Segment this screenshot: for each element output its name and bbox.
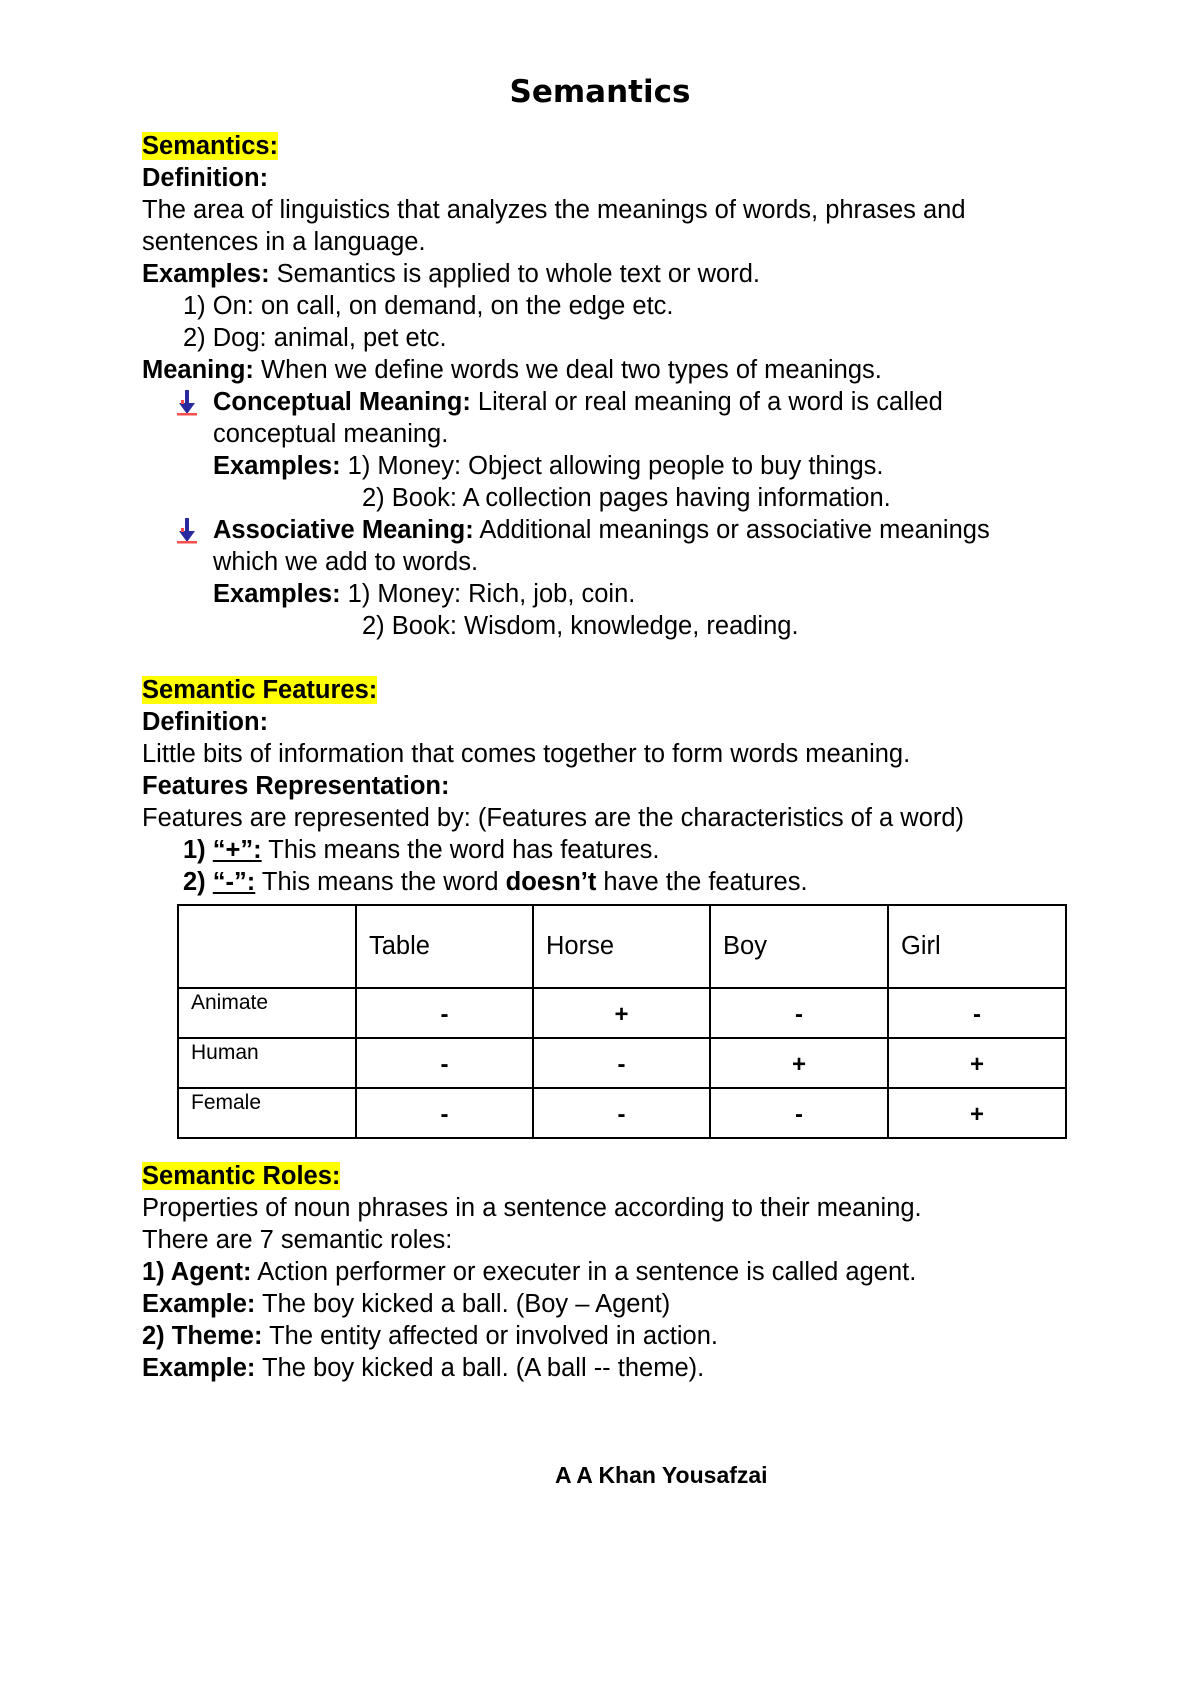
table-row — [178, 988, 1066, 1038]
associative-examples-label: Examples: — [213, 580, 341, 608]
table-row — [178, 1038, 1066, 1088]
theme-example-line — [142, 1352, 704, 1384]
examples-text: Semantics is applied to whole text or word. — [269, 260, 760, 288]
feature-plus-item — [183, 834, 660, 866]
feature-value: + — [888, 1038, 1066, 1088]
examples-label: Examples: — [142, 260, 270, 288]
feature-plus-text: This means the word has features. — [261, 836, 660, 864]
feature-value: - — [710, 988, 888, 1038]
feature-value: - — [356, 1038, 533, 1088]
definition-label — [142, 162, 268, 194]
feature-minus-text-c: have the features. — [596, 868, 808, 896]
feature-plus-symbol: “+”: — [212, 836, 262, 864]
associative-example-2: 2) Book: Wisdom, knowledge, reading. — [362, 612, 799, 640]
page-title: Semantics — [509, 74, 691, 110]
associative-example-1: 1) Money: Rich, job, coin. — [340, 580, 636, 608]
agent-role-text: Action performer or executer in a sentence is called agent. — [251, 1258, 917, 1286]
agent-example-line — [142, 1288, 670, 1320]
agent-role-line — [142, 1256, 916, 1288]
table-header-cell: Horse — [533, 905, 710, 988]
conceptual-examples-line — [213, 450, 883, 482]
conceptual-meaning-line — [213, 386, 943, 418]
definition-text-line-2: sentences in a language. — [142, 228, 426, 256]
associative-examples-line — [213, 578, 635, 610]
agent-example-label: Example: — [142, 1290, 256, 1318]
feature-value: - — [356, 988, 533, 1038]
feature-plus-number: 1) — [183, 836, 206, 864]
feature-value: + — [710, 1038, 888, 1088]
conceptual-meaning-label: Conceptual Meaning: — [213, 388, 471, 416]
associative-meaning-text: Additional meanings or associative meanings — [473, 516, 990, 544]
down-arrow-bullet-icon — [177, 390, 197, 416]
definition-label-text: Definition: — [142, 164, 269, 192]
feature-value: - — [533, 1038, 710, 1088]
meaning-line — [142, 354, 882, 386]
feature-minus-text-a: This means the word — [255, 868, 506, 896]
theme-role-label: 2) Theme: — [142, 1322, 263, 1350]
example-item-1: 1) On: on call, on demand, on the edge etc. — [183, 292, 674, 320]
highlighted-heading: Semantics: — [142, 132, 279, 160]
row-label: Human — [178, 1038, 356, 1088]
feature-value: - — [710, 1088, 888, 1138]
feature-value: + — [888, 1088, 1066, 1138]
feature-value: - — [533, 1088, 710, 1138]
down-arrow-bullet-icon — [177, 518, 197, 544]
conceptual-example-2: 2) Book: A collection pages having information. — [362, 484, 891, 512]
row-label: Female — [178, 1088, 356, 1138]
semantic-features-table — [177, 904, 1067, 1139]
features-representation-label — [142, 770, 450, 802]
theme-role-line — [142, 1320, 718, 1352]
table-header-cell: Girl — [888, 905, 1066, 988]
theme-example-text: The boy kicked a ball. (A ball -- theme). — [255, 1354, 705, 1382]
definition-text-line-1: The area of linguistics that analyzes the meanings of words, phrases and — [142, 196, 966, 224]
feature-value: - — [888, 988, 1066, 1038]
conceptual-example-1: 1) Money: Object allowing people to buy things. — [340, 452, 884, 480]
theme-example-label: Example: — [142, 1354, 256, 1382]
feature-value: + — [533, 988, 710, 1038]
associative-meaning-line — [213, 514, 990, 546]
conceptual-meaning-text: Literal or real meaning of a word is called — [470, 388, 943, 416]
features-representation-text: Features are represented by: (Features are the characteristics of a word) — [142, 804, 965, 832]
meaning-label: Meaning: — [142, 356, 254, 384]
table-header-cell: Table — [356, 905, 533, 988]
feature-minus-symbol: “-”: — [212, 868, 256, 896]
table-header-cell — [178, 905, 356, 988]
agent-example-text: The boy kicked a ball. (Boy – Agent) — [255, 1290, 671, 1318]
theme-role-text: The entity affected or involved in action. — [262, 1322, 718, 1350]
features-definition-text: Little bits of information that comes together to form words meaning. — [142, 740, 911, 768]
section-heading-semantic-roles — [142, 1160, 340, 1192]
meaning-text: When we define words we deal two types of meanings. — [253, 356, 882, 384]
feature-value: - — [356, 1088, 533, 1138]
agent-role-label: 1) Agent: — [142, 1258, 252, 1286]
section-heading-semantic-features — [142, 674, 377, 706]
associative-meaning-label: Associative Meaning: — [213, 516, 474, 544]
associative-meaning-line-2: which we add to words. — [213, 548, 479, 576]
highlighted-heading: Semantic Roles: — [142, 1162, 341, 1190]
highlighted-heading: Semantic Features: — [142, 676, 378, 704]
features-representation-label-text: Features Representation: — [142, 772, 450, 800]
author-signature: A A Khan Yousafzai — [555, 1462, 768, 1488]
feature-minus-number: 2) — [183, 868, 206, 896]
table-row — [178, 1088, 1066, 1138]
example-item-2: 2) Dog: animal, pet etc. — [183, 324, 447, 352]
table-header-row — [178, 905, 1066, 988]
section-heading-semantics — [142, 130, 278, 162]
table-header-cell: Boy — [710, 905, 888, 988]
conceptual-meaning-line-2: conceptual meaning. — [213, 420, 449, 448]
roles-text-line-1: Properties of noun phrases in a sentence according to their meaning. — [142, 1194, 922, 1222]
row-label: Animate — [178, 988, 356, 1038]
examples-line — [142, 258, 760, 290]
features-definition-label — [142, 706, 268, 738]
feature-minus-item — [183, 866, 808, 898]
roles-text-line-2: There are 7 semantic roles: — [142, 1226, 453, 1254]
features-definition-label-text: Definition: — [142, 708, 269, 736]
feature-minus-text-b: doesn’t — [505, 868, 597, 896]
conceptual-examples-label: Examples: — [213, 452, 341, 480]
